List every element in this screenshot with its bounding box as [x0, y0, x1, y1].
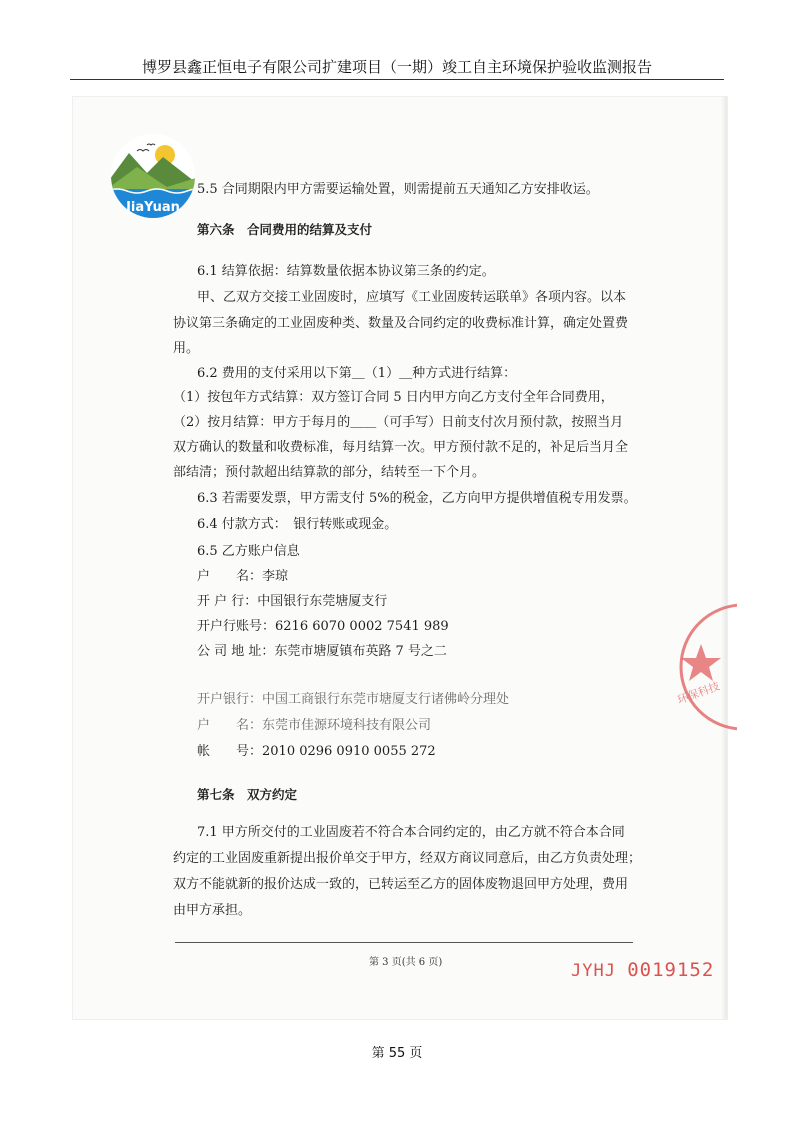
company-address: 公 司 地 址：东莞市塘厦镇布英路 7 号之二: [197, 644, 447, 659]
article-6-heading: 第六条 合同费用的结算及支付: [197, 222, 373, 237]
serial-number: [571, 959, 714, 981]
clause-6-4: 6.4 付款方式： 银行转账或现金。: [197, 517, 398, 532]
payment-option-1: （1）按包年方式结算：双方签订合同 5 日内甲方向乙方支付全年合同费用，: [173, 390, 614, 405]
clause-6-5: 6.5 乙方账户信息: [197, 544, 300, 559]
company-bank: 开户银行：中国工商银行东莞市塘厦支行诸佛岭分理处: [197, 692, 510, 707]
company-seal-stamp: [665, 600, 737, 734]
account-name: 户 名：李琼: [197, 569, 289, 584]
logo-text: JiaYuan: [126, 200, 180, 215]
paragraph-line: 双方不能就新的报价达成一致的，已转运至乙方的固体废物退回甲方处理，费用: [173, 877, 629, 892]
paragraph-line: 甲、乙双方交接工业固废时，应填写《工业固废转运联单》各项内容。以本: [197, 290, 627, 305]
paragraph-line: 双方确认的数量和收费标准，每月结算一次。甲方预付款不足的，补足后当月全: [173, 440, 629, 455]
page-number: 第 55 页: [371, 1046, 423, 1061]
paragraph-line: 协议第三条确定的工业固废种类、数量及合同约定的收费标准计算，确定处置费: [173, 316, 629, 331]
clause-5-5: 5.5 合同期限内甲方需要运输处置，则需提前五天通知乙方安排收运。: [197, 182, 599, 197]
footer-divider: [175, 942, 633, 943]
payment-option-2: （2）按月结算：甲方于每月的＿＿（可手写）日前支付次月预付款，按照当月: [173, 415, 624, 430]
contract-page-info: 第 3 页(共 6 页): [369, 957, 443, 968]
company-account-name: 户 名：东莞市佳源环境科技有限公司: [197, 718, 432, 733]
clause-6-1: 6.1 结算依据：结算数量依据本协议第三条的约定。: [197, 264, 495, 279]
serial-digits: 0019152: [627, 959, 715, 981]
clause-7-1: 7.1 甲方所交付的工业固废若不符合本合同约定的，由乙方就不符合本合同: [197, 825, 625, 840]
account-number: 开户行账号：6216 6070 0002 7541 989: [197, 619, 449, 634]
stamp-text: 环保科技: [675, 679, 722, 707]
serial-prefix: JYHJ: [571, 961, 616, 981]
account-bank: 开 户 行：中国银行东莞塘厦支行: [197, 594, 388, 609]
jiayuan-logo: [107, 133, 199, 219]
clause-6-2: 6.2 费用的支付采用以下第＿（1）＿种方式进行结算：: [197, 366, 517, 381]
article-7-heading: 第七条 双方约定: [197, 787, 298, 802]
paragraph-line: 约定的工业固废重新提出报价单交于甲方，经双方商议同意后，由乙方负责处理；: [173, 851, 642, 866]
header-divider: [70, 79, 724, 80]
report-title: 博罗县鑫正恒电子有限公司扩建项目（一期）竣工自主环境保护验收监测报告: [141, 58, 652, 76]
paragraph-line: 用。: [173, 341, 200, 356]
scanned-contract-page: [72, 96, 728, 1020]
clause-6-3: 6.3 若需要发票，甲方需支付 5%的税金，乙方向甲方提供增值税专用发票。: [197, 491, 637, 506]
company-account-number: 帐 号：2010 0296 0910 0055 272: [197, 744, 436, 759]
scan-edge-shadow: [721, 97, 727, 1019]
paragraph-line: 部结清；预付款超出结算款的部分，结转至一下个月。: [173, 465, 486, 480]
paragraph-line: 由甲方承担。: [173, 903, 252, 918]
